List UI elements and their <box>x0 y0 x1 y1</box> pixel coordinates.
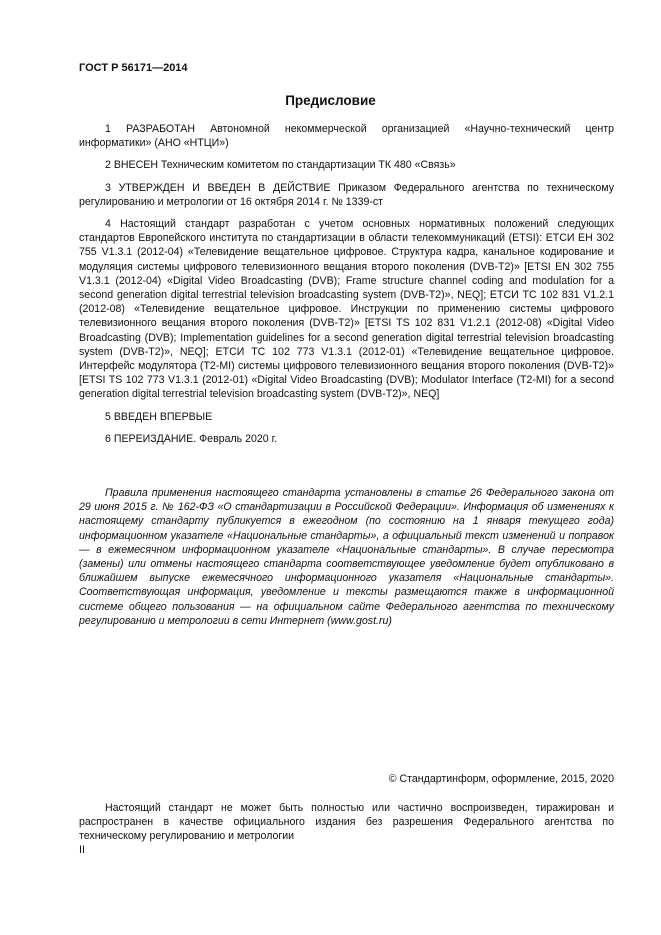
standard-id-header: ГОСТ Р 56171—2014 <box>79 62 188 74</box>
copyright-line: © Стандартинформ, оформление, 2015, 2020 <box>388 773 614 785</box>
foreword-paragraph-5: 5 ВВЕДЕН ВПЕРВЫЕ <box>105 410 213 423</box>
foreword-paragraph-1: 1 РАЗРАБОТАН Автономной некоммерческой организацией «Научно-технический центр информатики» (АНО «НТЦИ») <box>79 123 614 150</box>
reproduction-notice: Настоящий стандарт не может быть полностью или частично воспроизведен, тиражирован и распространен в качестве официального издания без разрешения Федерального агентства по техническому регулированию и метрологии <box>79 802 614 843</box>
foreword-paragraph-2: 2 ВНЕСЕН Техническим комитетом по стандартизации ТК 480 «Связь» <box>105 159 456 172</box>
foreword-body <box>79 122 614 446</box>
application-rules-notice: Правила применения настоящего стандарта установлены в статье 26 Федерального закона от 29 июня 2015 г. № 162-ФЗ «О стандартизации в Российской Федерации». Информация об изменениях к настоящему стандарту публикуется в ежегодном (по состоянию на 1 января текущего года) информационном указателе «Национальные стандарты», а официальный текст изменений и поправок — в ежемесячном информационном указателе «Национальные стандарты». В случае пересмотра (замены) или отмены настоящего стандарта соответствующее уведомление будет опубликовано в ближайшем выпуске ежемесячного информационного указателя «Национальные стандарты». Соответствующая информация, уведомление и тексты размещаются также в информационной системе общего пользования — на официальном сайте Федерального агентства по техническому регулированию и метрологии в сети Интернет (www.gost.ru) <box>79 487 614 627</box>
section-title: Предисловие <box>285 93 376 108</box>
foreword-paragraph-6: 6 ПЕРЕИЗДАНИЕ. Февраль 2020 г. <box>105 432 278 445</box>
foreword-paragraph-3: 3 УТВЕРЖДЕН И ВВЕДЕН В ДЕЙСТВИЕ Приказом Федерального агентства по техническому регулированию и метрологии от 16 октября 2014 г. № 1339-ст <box>79 181 614 208</box>
page-number: II <box>79 844 85 856</box>
foreword-paragraph-4: 4 Настоящий стандарт разработан с учетом основных нормативных положений следующих стандартов Европейского института по стандартизации в области телекоммуникаций (ETSI): ЕТСИ ЕН 302 755 V1.3.1 (2012-04) «Телевидение вещательное цифровое. Структура кадра, канальное кодирование и модуляция системы цифрового телевизионного вещания второго поколения (DVB-T2)» [ETSI EN 302 755 V1.3.1 (2012-04) «Digital Video Broadcasting (DVB); Frame structure channel coding and modulation for a second generation digital terrestrial television broadcasting system (DVB-T2)», NEQ]; ЕТСИ ТС 102 831 V1.2.1 (2012-08) «Телевидение вещательное цифровое. Инструкции по применению системы цифрового телевизионного вещания второго поколения (DVB-T2)» [ETSI TS 102 831 V1.2.1 (2012-08) «Digital Video Broadcasting (DVB); Implementation guidelines for a second generation digital terrestrial television broadcasting system (DVB-T2)», NEQ]; ЕТСИ ТС 102 773 V1.3.1 (2012-01) «Телевидение вещательное цифровое. Интерфейс модулятора (T2-MI) системы цифрового телевизионного вещания второго поколения (DVB-T2)» [ETSI TS 102 773 V1.3.1 (2012-01) «Digital Video Broadcasting (DVB); Modulator Interface (T2-MI) for a second generation digital terrestrial television broadcasting system (DVB-T2)», NEQ] <box>79 218 614 401</box>
